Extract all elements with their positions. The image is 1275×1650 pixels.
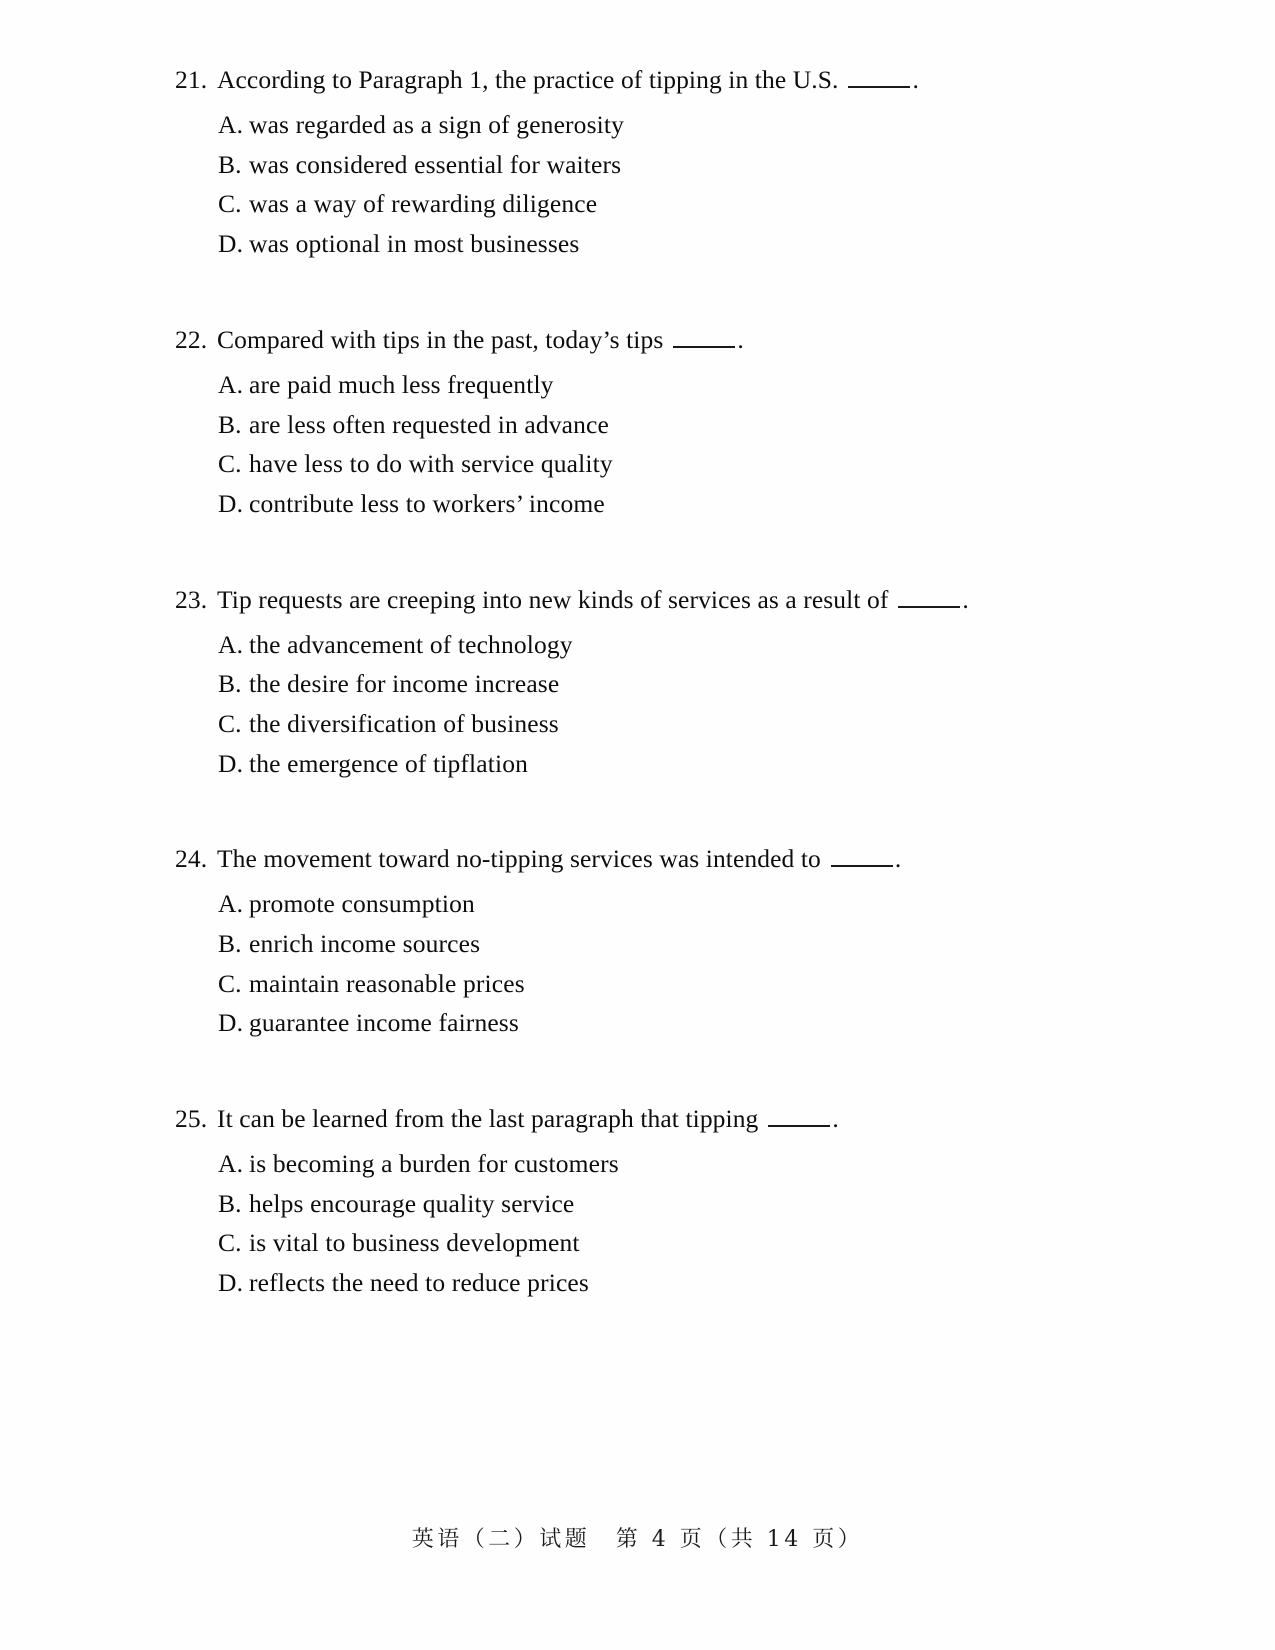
option-list: [175, 625, 1055, 784]
option-text: was regarded as a sign of generosity: [249, 110, 625, 140]
option-b[interactable]: [175, 664, 1055, 704]
stem-period: .: [832, 1104, 839, 1133]
answer-blank[interactable]: [848, 63, 910, 88]
option-letter: D.: [218, 1008, 244, 1038]
option-letter: A.: [218, 1149, 244, 1179]
question-text: It can be learned from the last paragraph that tipping: [217, 1104, 759, 1133]
option-letter: D.: [218, 229, 244, 259]
option-d[interactable]: [175, 1003, 1055, 1043]
option-text: contribute less to workers’ income: [249, 488, 605, 518]
option-text: is becoming a burden for customers: [249, 1149, 619, 1179]
question-text: According to Paragraph 1, the practice of tipping in the U.S.: [217, 65, 839, 94]
option-letter: C.: [218, 449, 242, 479]
option-d[interactable]: [175, 224, 1055, 264]
question-22: [175, 322, 1055, 524]
question-23: [175, 582, 1055, 784]
option-text: guarantee income fairness: [249, 1008, 519, 1038]
option-letter: B.: [218, 409, 242, 439]
option-d[interactable]: [175, 484, 1055, 524]
option-d[interactable]: [175, 1263, 1055, 1303]
option-d[interactable]: [175, 744, 1055, 784]
option-a[interactable]: [175, 625, 1055, 665]
option-text: reflects the need to reduce prices: [249, 1268, 589, 1298]
option-text: maintain reasonable prices: [249, 968, 525, 998]
option-a[interactable]: [175, 365, 1055, 405]
option-letter: D.: [218, 488, 244, 518]
option-text: enrich income sources: [249, 929, 481, 959]
option-text: was a way of rewarding diligence: [249, 189, 598, 219]
question-text: Compared with tips in the past, today’s tips: [217, 324, 664, 354]
option-text: the desire for income increase: [249, 669, 560, 699]
question-stem: [175, 582, 1055, 617]
option-letter: B.: [218, 1188, 242, 1218]
question-number: 24.: [175, 844, 208, 874]
question-21: [175, 62, 1055, 264]
option-letter: A.: [218, 629, 244, 659]
option-list: [175, 1144, 1055, 1303]
answer-blank[interactable]: [898, 582, 960, 607]
stem-period: .: [894, 844, 902, 874]
question-number: 21.: [175, 65, 208, 94]
option-text: was optional in most businesses: [249, 229, 580, 259]
answer-blank[interactable]: [831, 842, 893, 867]
questions-container: [175, 62, 1055, 1303]
answer-blank[interactable]: [768, 1102, 830, 1127]
option-text: have less to do with service quality: [249, 449, 613, 479]
question-25: [175, 1101, 1055, 1303]
option-letter: D.: [218, 1268, 244, 1298]
stem-period: .: [737, 324, 744, 354]
question-stem: [175, 841, 1055, 876]
option-letter: B.: [218, 929, 242, 959]
page-footer: 英语（二）试题 第 4 页（共 14 页）: [411, 1527, 864, 1552]
answer-blank[interactable]: [673, 322, 735, 347]
option-text: the emergence of tipflation: [249, 748, 529, 778]
option-a[interactable]: [175, 105, 1055, 145]
option-a[interactable]: [175, 1144, 1055, 1184]
option-text: are paid much less frequently: [249, 369, 554, 399]
option-a[interactable]: [175, 884, 1055, 924]
option-text: helps encourage quality service: [249, 1188, 575, 1218]
option-letter: C.: [218, 189, 242, 219]
question-24: [175, 841, 1055, 1043]
question-number: 25.: [175, 1104, 208, 1133]
option-list: [175, 365, 1055, 524]
question-stem: [175, 1101, 1055, 1136]
option-c[interactable]: [175, 704, 1055, 744]
question-text: Tip requests are creeping into new kinds of services as a result of: [217, 584, 889, 614]
option-text: the advancement of technology: [249, 629, 573, 659]
option-c[interactable]: [175, 184, 1055, 224]
question-stem: [175, 62, 1055, 97]
option-c[interactable]: [175, 1223, 1055, 1263]
option-b[interactable]: [175, 1184, 1055, 1224]
question-number: 22.: [175, 324, 208, 354]
question-text: The movement toward no-tipping services was intended to: [217, 844, 821, 874]
option-b[interactable]: [175, 924, 1055, 964]
option-b[interactable]: [175, 405, 1055, 445]
option-text: are less often requested in advance: [249, 409, 609, 439]
option-text: is vital to business development: [249, 1228, 580, 1258]
stem-period: .: [912, 65, 919, 94]
option-letter: A.: [218, 889, 244, 919]
stem-period: .: [962, 584, 969, 614]
option-letter: C.: [218, 968, 242, 998]
question-stem: [175, 322, 1055, 357]
option-c[interactable]: [175, 444, 1055, 484]
option-letter: A.: [218, 110, 244, 140]
option-list: [175, 884, 1055, 1043]
option-c[interactable]: [175, 964, 1055, 1004]
option-letter: D.: [218, 748, 244, 778]
option-b[interactable]: [175, 145, 1055, 185]
option-text: the diversification of business: [249, 708, 559, 738]
option-letter: A.: [218, 369, 244, 399]
option-text: was considered essential for waiters: [249, 149, 622, 179]
option-list: [175, 105, 1055, 264]
option-letter: C.: [218, 708, 242, 738]
question-number: 23.: [175, 584, 208, 614]
option-letter: B.: [218, 149, 242, 179]
option-letter: C.: [218, 1228, 242, 1258]
option-letter: B.: [218, 669, 242, 699]
option-text: promote consumption: [249, 889, 475, 919]
